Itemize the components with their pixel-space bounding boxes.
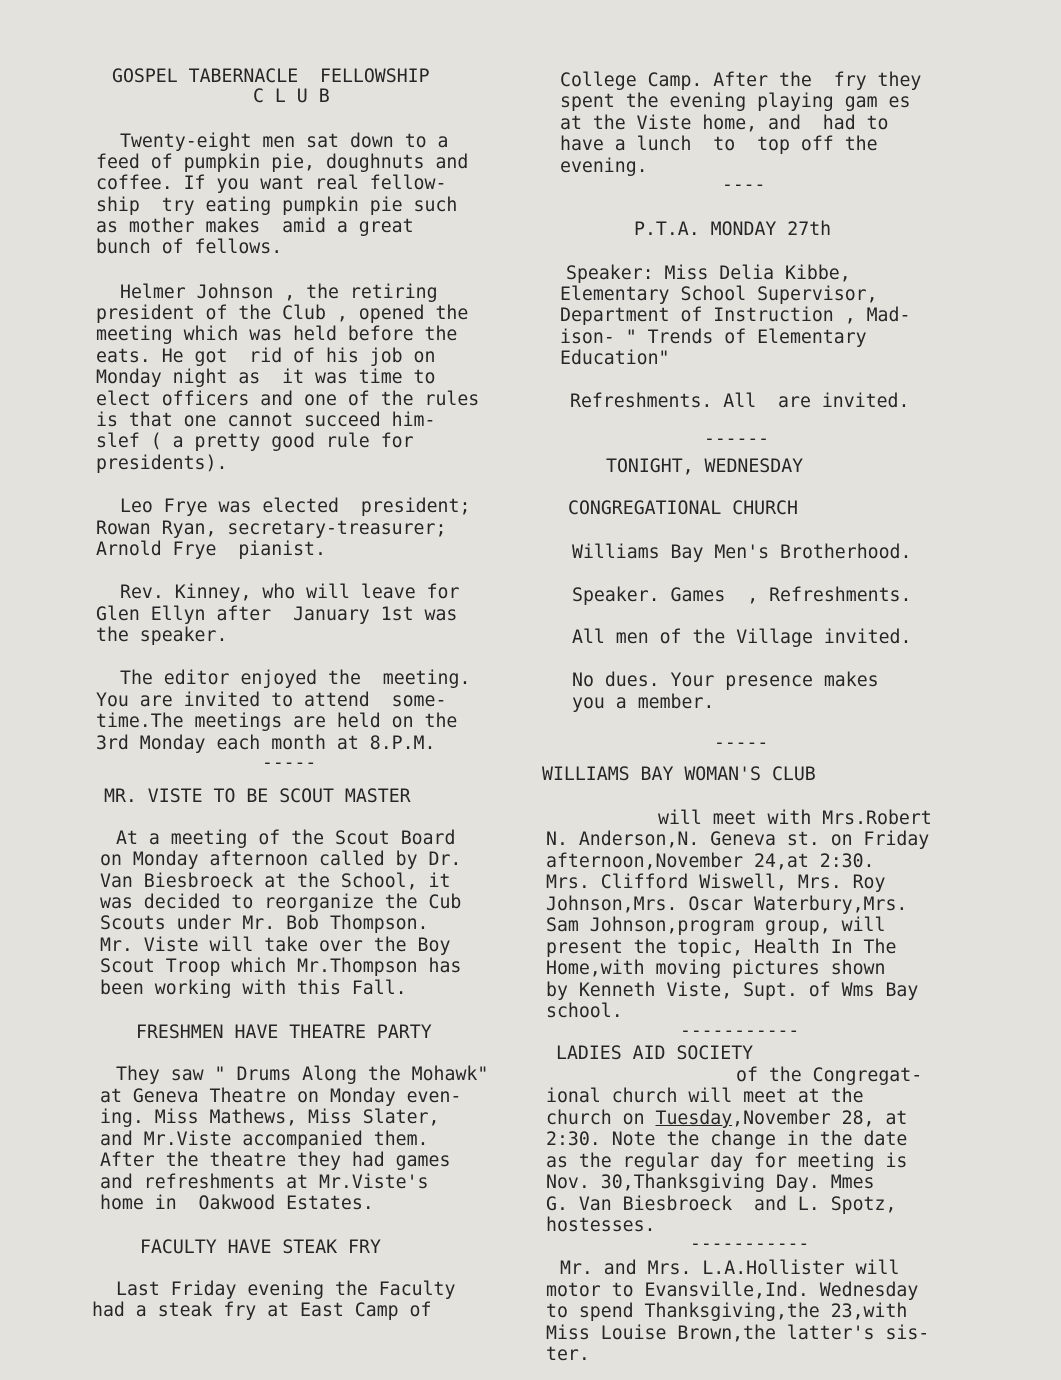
gospel-p4-line: Rev. Kinney, who will leave for <box>120 582 460 603</box>
divider: ----- <box>262 752 317 773</box>
womans-club-line: Home,with moving pictures shown <box>546 958 886 979</box>
gospel-p2-line: Helmer Johnson , the retiring <box>120 282 438 303</box>
divider: ----- <box>714 732 769 753</box>
ladies-aid-line: church on Tuesday,November 28, at <box>546 1108 908 1129</box>
freshmen-line: ing. Miss Mathews, Miss Slater, <box>100 1107 440 1128</box>
gospel-p1-line: feed of pumpkin pie, doughnuts and <box>96 152 469 173</box>
freshmen-line: and refreshments at Mr.Viste's <box>100 1172 429 1193</box>
womans-club-line: present the topic, Health In The <box>546 937 897 958</box>
gospel-heading-2: C L U B <box>253 86 330 107</box>
gospel-p2-line: elect officers and one of the rules <box>96 389 480 410</box>
divider: ---- <box>722 174 766 195</box>
hollister-line: motor to Evansville,Ind. Wednesday <box>546 1280 919 1301</box>
tonight-heading: TONIGHT, WEDNESDAY <box>606 456 804 477</box>
pta-refreshments: Refreshments. All are invited. <box>570 391 910 412</box>
gospel-p1-line: Twenty-eight men sat down to a <box>120 131 449 152</box>
scout-line: been working with this Fall. <box>100 978 407 999</box>
tuesday-underlined: Tuesday <box>655 1108 733 1129</box>
scout-line: Scouts under Mr. Bob Thompson. <box>100 913 429 934</box>
gospel-p4-line: Glen Ellyn after January 1st was <box>96 604 458 625</box>
freshmen-line: After the theatre they had games <box>100 1150 451 1171</box>
gospel-p4-line: the speaker. <box>96 625 228 646</box>
ladies-aid-line: of the Congregat- <box>736 1065 923 1086</box>
pta-line: ison- " Trends of Elementary <box>560 327 867 348</box>
gospel-p1-line: as mother makes amid a great <box>96 216 414 237</box>
hollister-line: ter. <box>546 1344 590 1365</box>
freshmen-line: They saw " Drums Along the Mohawk" <box>116 1064 489 1085</box>
womans-club-line: Johnson,Mrs. Oscar Waterbury,Mrs. <box>546 894 908 915</box>
gospel-p2-line: presidents). <box>96 453 228 474</box>
ladies-aid-heading: LADIES AID SOCIETY <box>556 1043 754 1064</box>
gospel-heading-1: GOSPEL TABERNACLE FELLOWSHIP <box>112 66 430 87</box>
scout-heading: MR. VISTE TO BE SCOUT MASTER <box>104 786 411 807</box>
ladies-aid-line: 2:30. Note the change in the date <box>546 1129 908 1150</box>
church-heading: CONGREGATIONAL CHURCH <box>568 498 798 519</box>
womans-club-line: school. <box>546 1001 623 1022</box>
gospel-p5-line: time.The meetings are held on the <box>96 711 458 732</box>
scout-line: on Monday afternoon called by Dr. <box>100 849 462 870</box>
divider: ----------- <box>680 1020 800 1041</box>
gospel-p1-line: bunch of fellows. <box>96 237 283 258</box>
faculty-line: Last Friday evening the Faculty <box>116 1279 456 1300</box>
faculty-line: had a steak fry at East Camp of <box>92 1300 432 1321</box>
brotherhood-line: Speaker. Games , Refreshments. <box>572 585 912 606</box>
freshmen-line: at Geneva Theatre on Monday even- <box>100 1086 462 1107</box>
freshmen-heading: FRESHMEN HAVE THEATRE PARTY <box>136 1022 432 1043</box>
faculty-cont-line: have a lunch to top off the <box>560 134 878 155</box>
faculty-cont-line: evening. <box>560 156 648 177</box>
faculty-cont-line: spent the evening playing gam es <box>560 91 911 112</box>
gospel-p2-line: eats. He got rid of his job on <box>96 346 436 367</box>
gospel-p5-line: You are invited to attend some- <box>96 690 447 711</box>
gospel-p3-line: Leo Frye was elected president; <box>120 496 471 517</box>
womans-club-line: by Kenneth Viste, Supt. of Wms Bay <box>546 980 919 1001</box>
womans-club-line: will meet with Mrs.Robert <box>658 808 932 829</box>
brotherhood-line: you a member. <box>572 692 715 713</box>
gospel-p2-line: Monday night as it was time to <box>96 367 436 388</box>
divider: ------ <box>704 428 770 449</box>
gospel-p3-line: Rowan Ryan, secretary-treasurer; <box>96 518 447 539</box>
gospel-p3-line: Arnold Frye pianist. <box>96 539 326 560</box>
faculty-cont-line: College Camp. After the fry they <box>560 70 922 91</box>
freshmen-line: home in Oakwood Estates. <box>100 1193 374 1214</box>
ladies-aid-line: as the regular day for meeting is <box>546 1151 908 1172</box>
scout-line: At a meeting of the Scout Board <box>116 828 456 849</box>
brotherhood-line: No dues. Your presence makes <box>572 670 879 691</box>
gospel-p5-line: The editor enjoyed the meeting. <box>120 668 471 689</box>
pta-line: Education" <box>560 348 670 369</box>
faculty-cont-line: at the Viste home, and had to <box>560 113 889 134</box>
pta-line: Department of Instruction , Mad- <box>560 305 911 326</box>
womans-club-heading: WILLIAMS BAY WOMAN'S CLUB <box>542 764 816 785</box>
hollister-line: to spend Thanksgiving,the 23,with <box>546 1301 908 1322</box>
ladies-aid-line: Nov. 30,Thanksgiving Day. Mmes <box>546 1172 875 1193</box>
gospel-p2-line: president of the Club , opened the <box>96 303 469 324</box>
gospel-p1-line: coffee. If you want real fellow- <box>96 173 447 194</box>
gospel-p1-line: ship try eating pumpkin pie such <box>96 195 458 216</box>
scout-line: Mr. Viste will take over the Boy <box>100 935 451 956</box>
pta-line: Speaker: Miss Delia Kibbe, <box>566 263 851 284</box>
brotherhood-line: Williams Bay Men's Brotherhood. <box>572 542 912 563</box>
hollister-line: Miss Louise Brown,the latter's sis- <box>546 1323 930 1344</box>
womans-club-line: N. Anderson,N. Geneva st. on Friday <box>546 829 930 850</box>
gospel-p2-line: slef ( a pretty good rule for <box>96 431 414 452</box>
faculty-heading: FACULTY HAVE STEAK FRY <box>140 1237 381 1258</box>
brotherhood-line: All men of the Village invited. <box>572 627 912 648</box>
ladies-aid-line: G. Van Biesbroeck and L. Spotz, <box>546 1194 897 1215</box>
gospel-p5-line: 3rd Monday each month at 8.P.M. <box>96 733 436 754</box>
scout-line: Scout Troop which Mr.Thompson has <box>100 956 462 977</box>
scout-line: Van Biesbroeck at the School, it <box>100 871 451 892</box>
scout-line: was decided to reorganize the Cub <box>100 892 462 913</box>
divider: ----------- <box>690 1233 810 1254</box>
womans-club-line: afternoon,November 24,at 2:30. <box>546 851 875 872</box>
gospel-p2-line: meeting which was held before the <box>96 324 458 345</box>
pta-heading: P.T.A. MONDAY 27th <box>634 219 832 240</box>
hollister-line: Mr. and Mrs. L.A.Hollister will <box>560 1258 900 1279</box>
freshmen-line: and Mr.Viste accompanied them. <box>100 1129 429 1150</box>
ladies-aid-line: ional church will meet at the <box>546 1086 864 1107</box>
ladies-aid-line: hostesses. <box>546 1215 656 1236</box>
womans-club-line: Mrs. Clifford Wiswell, Mrs. Roy <box>546 872 886 893</box>
gospel-p2-line: is that one cannot succeed him- <box>96 410 436 431</box>
womans-club-line: Sam Johnson,program group, will <box>546 915 886 936</box>
pta-line: Elementary School Supervisor, <box>560 284 878 305</box>
